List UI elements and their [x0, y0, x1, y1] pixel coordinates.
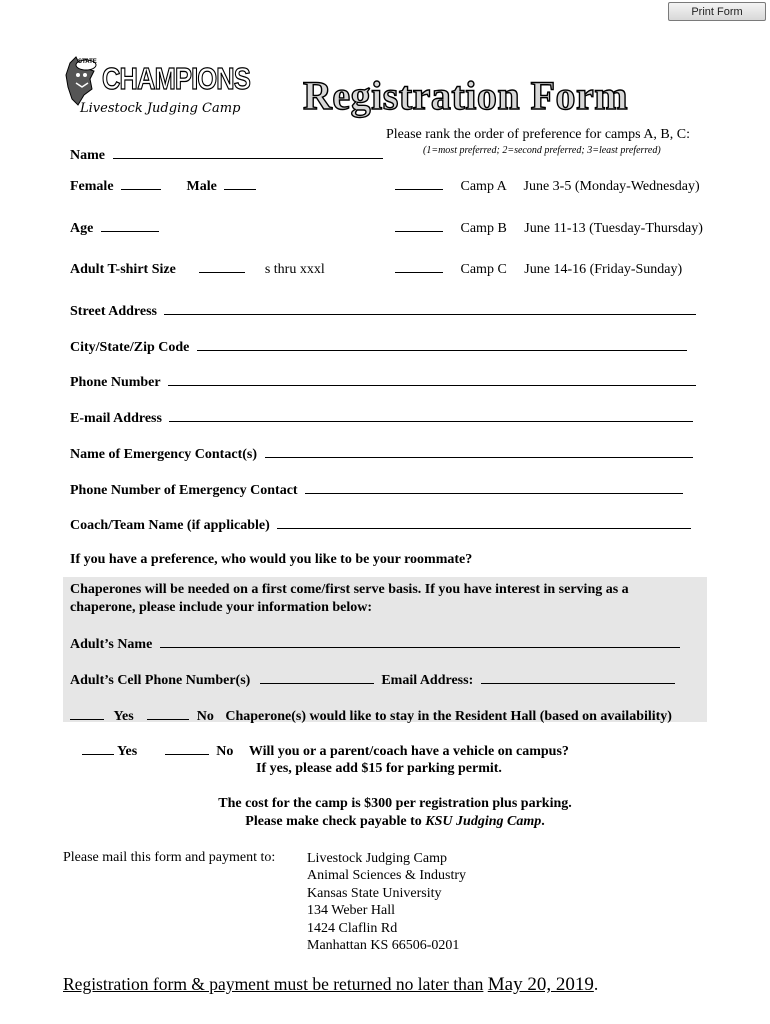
camp-a-row [395, 177, 700, 195]
resident-hall-yes-field[interactable] [70, 707, 104, 720]
tshirt-field[interactable] [199, 260, 245, 273]
city-label: City/State/Zip Code [70, 340, 190, 355]
phone-row [70, 373, 696, 391]
male-label: Male [186, 179, 217, 194]
coach-row [70, 516, 691, 534]
emergency-phone-field[interactable] [305, 481, 683, 494]
phone-field[interactable] [168, 373, 696, 386]
age-label: Age [70, 221, 94, 236]
print-form-button[interactable]: Print Form [668, 2, 766, 21]
camp-c-rank-field[interactable] [395, 260, 443, 273]
street-row [70, 302, 696, 320]
emergency-phone-label: Phone Number of Emergency Contact [70, 483, 298, 498]
resident-hall-row [70, 707, 672, 725]
female-label: Female [70, 179, 114, 194]
mail-address-line: Kansas State University [307, 885, 442, 901]
street-field[interactable] [164, 302, 696, 315]
mail-address-line: 1424 Claflin Rd [307, 920, 398, 936]
coach-field[interactable] [277, 516, 691, 529]
mail-address-line: Animal Sciences & Industry [307, 868, 467, 884]
camp-a-dates: June 3-5 (Monday-Wednesday) [523, 179, 700, 194]
tshirt-row [70, 260, 325, 278]
name-row [70, 146, 383, 164]
phone-label: Phone Number [70, 375, 161, 390]
gender-row [70, 177, 256, 195]
age-row [70, 219, 159, 237]
camp-b-rank-field[interactable] [395, 219, 443, 232]
logo-tagline: Livestock Judging Camp [80, 101, 241, 116]
tshirt-label: Adult T-shirt Size [70, 262, 176, 277]
adult-cell-label: Adult’s Cell Phone Number(s) [70, 673, 251, 688]
mail-address-line: 134 Weber Hall [307, 903, 396, 919]
name-field[interactable] [113, 146, 383, 159]
parking-note: If yes, please add $15 for parking permit. [256, 761, 502, 776]
street-label: Street Address [70, 304, 157, 319]
vehicle-row [82, 742, 569, 760]
roommate-question: If you have a preference, who would you like to be your roommate? [70, 552, 473, 567]
deadline-date: May 20, 2019 [487, 974, 594, 995]
email-label: E-mail Address [70, 411, 162, 426]
age-field[interactable] [101, 219, 159, 232]
city-row [70, 338, 687, 356]
deadline-period: . [593, 974, 599, 994]
champions-logo [64, 55, 254, 125]
camp-c-row [395, 260, 682, 278]
cost-line-2 [0, 814, 770, 830]
camp-c-dates: June 14-16 (Friday-Sunday) [524, 262, 683, 277]
logo-champions-text: CHAMPIONS [102, 61, 250, 96]
emergency-name-field[interactable] [265, 445, 693, 458]
resident-hall-no-field[interactable] [147, 707, 189, 720]
name-label: Name [70, 148, 105, 163]
adult-name-label: Adult’s Name [70, 637, 153, 652]
tshirt-range: s thru xxxl [264, 262, 325, 277]
emergency-name-label: Name of Emergency Contact(s) [70, 447, 257, 462]
email-field[interactable] [169, 409, 693, 422]
adult-name-field[interactable] [160, 635, 680, 648]
adult-email-label: Email Address: [381, 673, 474, 688]
mail-address [307, 850, 466, 954]
camp-b-row [395, 219, 703, 237]
vehicle-no-field[interactable] [165, 742, 209, 755]
mail-address-line: Manhattan KS 66506-0201 [307, 938, 460, 954]
rank-note: (1=most preferred; 2=second preferred; 3=least preferred) [423, 145, 661, 156]
camp-b-label: Camp B [460, 221, 507, 236]
vehicle-question: Will you or a parent/coach have a vehicle on campus? [248, 744, 569, 759]
vehicle-no-label: No [216, 744, 234, 759]
deadline-notice [63, 974, 598, 996]
chaperone-intro-1: Chaperones will be needed on a first come/first serve basis. If you have interest in serving as a [70, 582, 629, 597]
emergency-name-row [70, 445, 693, 463]
camp-a-label: Camp A [460, 179, 507, 194]
email-row [70, 409, 693, 427]
resident-hall-yes-label: Yes [113, 709, 134, 724]
vehicle-yes-label: Yes [116, 744, 138, 759]
rank-instructions: Please rank the order of preference for camps A, B, C: [386, 127, 690, 142]
mail-label: Please mail this form and payment to: [63, 850, 276, 865]
adult-cell-field[interactable] [260, 671, 374, 684]
city-field[interactable] [197, 338, 687, 351]
cost-line-1: The cost for the camp is $300 per registration plus parking. [218, 796, 572, 811]
chaperone-intro-2: chaperone, please include your information below: [70, 600, 373, 615]
adult-email-field[interactable] [481, 671, 675, 684]
resident-hall-text: Chaperone(s) would like to stay in the Resident Hall (based on availability) [225, 709, 672, 724]
resident-hall-no-label: No [196, 709, 214, 724]
mail-address-line: Livestock Judging Camp [307, 851, 447, 866]
camp-a-rank-field[interactable] [395, 177, 443, 190]
female-field[interactable] [121, 177, 161, 190]
deadline-text: Registration form & payment must be returned no later than [63, 974, 484, 994]
cost-payee: KSU Judging Camp [425, 814, 542, 829]
camp-b-dates: June 11-13 (Tuesday-Thursday) [524, 221, 703, 236]
vehicle-yes-field[interactable] [82, 742, 114, 755]
page-title: Registration Form [303, 73, 629, 118]
cost-suffix: . [541, 814, 545, 829]
camp-c-label: Camp C [460, 262, 507, 277]
cost-payable-prefix: Please make check payable to [245, 814, 422, 829]
adult-cell-row [70, 671, 675, 689]
logo-state-text: STATE [78, 59, 97, 65]
emergency-phone-row [70, 481, 683, 499]
male-field[interactable] [224, 177, 256, 190]
adult-name-row [70, 635, 680, 653]
coach-label: Coach/Team Name (if applicable) [70, 518, 270, 533]
